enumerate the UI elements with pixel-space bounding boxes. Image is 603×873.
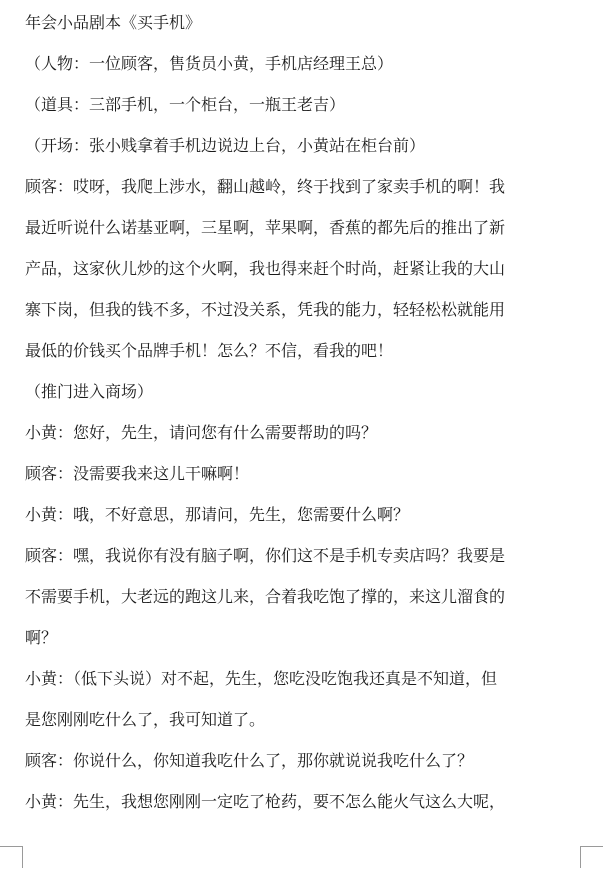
dialogue-line: 顾客：哎呀，我爬上涉水，翻山越岭，终于找到了家卖手机的啊！我	[25, 177, 506, 196]
opening-note: （开场：张小贱拿着手机边说边上台，小黄站在柜台前）	[25, 136, 426, 155]
dialogue-line: 啊？	[25, 628, 58, 647]
dialogue-line: 寨下岗，但我的钱不多，不过没关系，凭我的能力，轻轻松松就能用	[25, 300, 506, 319]
dialogue-line: 最近听说什么诺基亚啊，三星啊，苹果啊，香蕉的都先后的推出了新	[25, 218, 506, 237]
characters-note: （人物：一位顾客，售货员小黄，手机店经理王总）	[25, 54, 394, 73]
dialogue-line: 顾客：嘿，我说你有没有脑子啊，你们这不是手机专卖店吗？我要是	[25, 546, 506, 565]
dialogue-line: 顾客：你说什么，你知道我吃什么了，那你就说说我吃什么了？	[25, 751, 474, 770]
dialogue-line: 小黄：先生，我想您刚刚一定吃了枪药，要不怎么能火气这么大呢，	[25, 792, 506, 811]
props-note: （道具：三部手机，一个柜台，一瓶王老吉）	[25, 95, 346, 114]
dialogue-line: 是您刚刚吃什么了，我可知道了。	[25, 710, 266, 729]
dialogue-line: 小黄：（低下头说）对不起，先生，您吃没吃饱我还真是不知道，但	[25, 669, 498, 688]
crop-mark-bottom-left-horizontal	[0, 846, 22, 847]
stage-direction: （推门进入商场）	[25, 382, 154, 401]
script-text	[25, 13, 581, 833]
dialogue-line: 小黄：您好，先生，请问您有什么需要帮助的吗？	[25, 423, 378, 442]
crop-mark-bottom-right-horizontal	[581, 846, 603, 847]
document-title: 年会小品剧本《买手机》	[25, 13, 202, 32]
dialogue-line: 产品，这家伙儿炒的这个火啊，我也得来赶个时尚，赶紧让我的大山	[25, 259, 506, 278]
dialogue-line: 小黄：哦，不好意思，那请问，先生，您需要什么啊？	[25, 505, 410, 524]
dialogue-line: 最低的价钱买个品牌手机！怎么？不信，看我的吧！	[25, 341, 394, 360]
crop-mark-bottom-right	[580, 846, 603, 868]
dialogue-line: 不需要手机，大老远的跑这儿来，合着我吃饱了撑的，来这儿溜食的	[25, 587, 506, 606]
dialogue-line: 顾客：没需要我来这儿干嘛啊！	[25, 464, 250, 483]
crop-mark-bottom-left	[0, 846, 23, 868]
